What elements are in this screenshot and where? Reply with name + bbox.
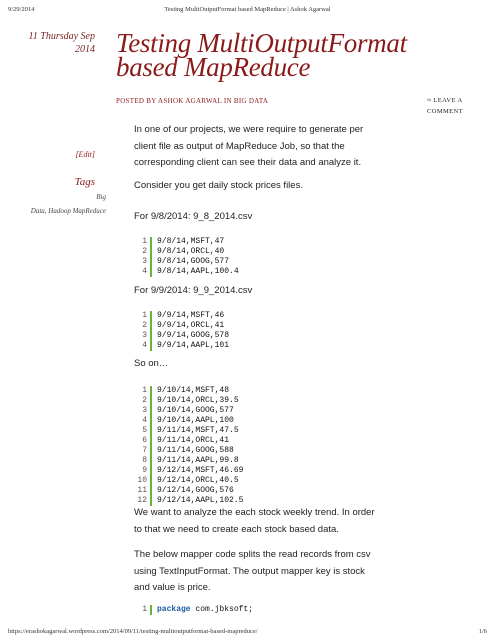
line-number: 3 bbox=[142, 331, 147, 340]
code-line bbox=[131, 446, 243, 456]
comment-icon: ≈ bbox=[427, 97, 432, 104]
line-gutter-bar bbox=[150, 406, 152, 416]
line-gutter-bar bbox=[150, 605, 152, 615]
line-number: 2 bbox=[142, 321, 147, 330]
code-line bbox=[131, 341, 229, 351]
line-gutter-bar bbox=[150, 456, 152, 466]
post-title[interactable] bbox=[116, 28, 446, 82]
edit-link[interactable]: [Edit] bbox=[75, 150, 95, 159]
code-text: 9/9/14,MSFT,46 bbox=[157, 311, 225, 320]
code-text: 9/11/14,MSFT,47.5 bbox=[157, 426, 239, 435]
post-date-day: 11 Thursday Sep bbox=[28, 31, 95, 42]
code-text: 9/10/14,MSFT,48 bbox=[157, 386, 230, 395]
code-line bbox=[131, 331, 229, 341]
line-number: 1 bbox=[142, 386, 147, 395]
line-gutter-bar bbox=[150, 386, 152, 396]
analyze-paragraph: We want to analyze the each stock weekly trend. In order to that we need to create each stock based data. bbox=[134, 507, 375, 535]
line-number: 1 bbox=[142, 311, 147, 320]
line-gutter-bar bbox=[150, 426, 152, 436]
first-file-label: For 9/8/2014: 9_8_2014.csv bbox=[134, 211, 253, 222]
category-link[interactable]: BIG DATA bbox=[233, 97, 269, 105]
code-text: 9/12/14,ORCL,40.5 bbox=[157, 476, 239, 485]
code-text: 9/9/14,GOOG,578 bbox=[157, 331, 230, 340]
line-gutter-bar bbox=[150, 237, 152, 247]
intro-paragraph: In one of our projects, we were require to generate per client file as output of MapReduce Job, so that the corresponding client can see their data and analyze it. bbox=[134, 124, 364, 168]
code-text: 9/9/14,ORCL,41 bbox=[157, 321, 225, 330]
line-gutter-bar bbox=[150, 446, 152, 456]
code-block-2 bbox=[131, 311, 229, 351]
line-number: 1 bbox=[142, 237, 147, 246]
line-number: 4 bbox=[142, 267, 147, 276]
byline-posted: POSTED BY bbox=[116, 97, 157, 105]
line-gutter-bar bbox=[150, 416, 152, 426]
line-number: 2 bbox=[142, 247, 147, 256]
code-text: 9/11/14,GOOG,588 bbox=[157, 446, 234, 455]
code-line bbox=[131, 476, 243, 486]
code-text: 9/12/14,GOOG,576 bbox=[157, 486, 234, 495]
code-line bbox=[131, 237, 239, 247]
tags-heading: Tags bbox=[74, 176, 95, 188]
code-text: 9/8/14,GOOG,577 bbox=[157, 257, 230, 266]
line-gutter-bar bbox=[150, 486, 152, 496]
consider-paragraph: Consider you get daily stock prices files. bbox=[134, 180, 303, 191]
code-keyword: package bbox=[157, 605, 191, 614]
line-gutter-bar bbox=[150, 311, 152, 321]
line-number: 2 bbox=[142, 396, 147, 405]
code-text: 9/10/14,AAPL,100 bbox=[157, 416, 234, 425]
line-number: 4 bbox=[142, 341, 147, 350]
code-text: 9/10/14,GOOG,577 bbox=[157, 406, 234, 415]
line-gutter-bar bbox=[150, 331, 152, 341]
author-link[interactable]: ASHOK AGARWAL bbox=[158, 97, 222, 105]
code-line bbox=[131, 416, 243, 426]
line-gutter-bar bbox=[150, 257, 152, 267]
mapper-paragraph: The below mapper code splits the read records from csv using TextInputFormat. The output mapper key is stock and value is price. bbox=[134, 549, 371, 593]
line-gutter-bar bbox=[150, 321, 152, 331]
code-text: 9/8/14,AAPL,100.4 bbox=[157, 267, 239, 276]
tag-big[interactable]: Big bbox=[96, 193, 106, 201]
print-url: https://erashokagarwal.wordpress.com/2014/09/11/testing-multioutputformat-based-mapreduce/ bbox=[8, 628, 258, 635]
code-line bbox=[131, 486, 243, 496]
code-rest: com.jbksoft; bbox=[190, 605, 254, 614]
line-number: 11 bbox=[137, 486, 147, 495]
tag-data-hadoop-mapreduce[interactable]: Data, Hadoop MapReduce bbox=[30, 207, 106, 215]
code-line bbox=[131, 257, 239, 267]
line-number: 1 bbox=[142, 605, 147, 614]
code-text: 9/9/14,AAPL,101 bbox=[157, 341, 230, 350]
code-line bbox=[131, 247, 239, 257]
code-text: 9/10/14,ORCL,39.5 bbox=[157, 396, 239, 405]
code-line bbox=[131, 396, 243, 406]
post-date bbox=[20, 30, 95, 56]
line-number: 7 bbox=[142, 446, 147, 455]
code-text: 9/12/14,MSFT,46.69 bbox=[157, 466, 244, 475]
post-date-year: 2014 bbox=[75, 44, 95, 55]
line-number: 4 bbox=[142, 416, 147, 425]
code-line bbox=[131, 436, 243, 446]
line-gutter-bar bbox=[150, 436, 152, 446]
code-line bbox=[131, 406, 243, 416]
line-number: 3 bbox=[142, 406, 147, 415]
code-line bbox=[131, 386, 243, 396]
line-number: 10 bbox=[137, 476, 147, 485]
line-gutter-bar bbox=[150, 476, 152, 486]
line-number: 9 bbox=[142, 466, 147, 475]
code-text: 9/8/14,MSFT,47 bbox=[157, 237, 225, 246]
line-gutter-bar bbox=[150, 396, 152, 406]
line-number: 3 bbox=[142, 257, 147, 266]
code-text: 9/8/14,ORCL,40 bbox=[157, 247, 225, 256]
leave-comment-line1: LEAVE A bbox=[433, 97, 463, 104]
leave-comment-line2: COMMENT bbox=[426, 108, 464, 115]
code-text bbox=[157, 605, 253, 615]
line-number: 6 bbox=[142, 436, 147, 445]
code-line bbox=[131, 267, 239, 277]
code-line bbox=[131, 311, 229, 321]
code-line bbox=[131, 466, 243, 476]
post-title-line2: based MapReduce bbox=[116, 52, 311, 82]
code-line bbox=[131, 605, 253, 615]
print-page-number: 1/6 bbox=[478, 628, 487, 635]
second-file-label: For 9/9/2014: 9_9_2014.csv bbox=[134, 285, 253, 296]
line-gutter-bar bbox=[150, 341, 152, 351]
line-number: 8 bbox=[142, 456, 147, 465]
line-number: 5 bbox=[142, 426, 147, 435]
byline bbox=[116, 97, 268, 105]
line-number: 12 bbox=[137, 496, 147, 505]
code-line bbox=[131, 456, 243, 466]
leave-comment-link[interactable] bbox=[420, 95, 470, 117]
code-block-3 bbox=[131, 386, 243, 506]
code-text: 9/11/14,AAPL,99.8 bbox=[157, 456, 239, 465]
print-page-title: Testing MultiOutputFormat based MapReduce | Ashok Agarwal bbox=[164, 6, 331, 13]
post-title-line1: Testing MultiOutputFormat bbox=[116, 28, 407, 58]
code-block-1 bbox=[131, 237, 239, 277]
line-gutter-bar bbox=[150, 267, 152, 277]
byline-in: IN bbox=[223, 97, 232, 105]
so-on-text: So on… bbox=[134, 358, 169, 369]
code-line bbox=[131, 426, 243, 436]
print-date: 9/29/2014 bbox=[8, 6, 35, 13]
line-gutter-bar bbox=[150, 466, 152, 476]
line-gutter-bar bbox=[150, 247, 152, 257]
code-text: 9/12/14,AAPL,102.5 bbox=[157, 496, 244, 505]
code-line bbox=[131, 321, 229, 331]
code-block-4 bbox=[131, 605, 253, 615]
code-text: 9/11/14,ORCL,41 bbox=[157, 436, 230, 445]
